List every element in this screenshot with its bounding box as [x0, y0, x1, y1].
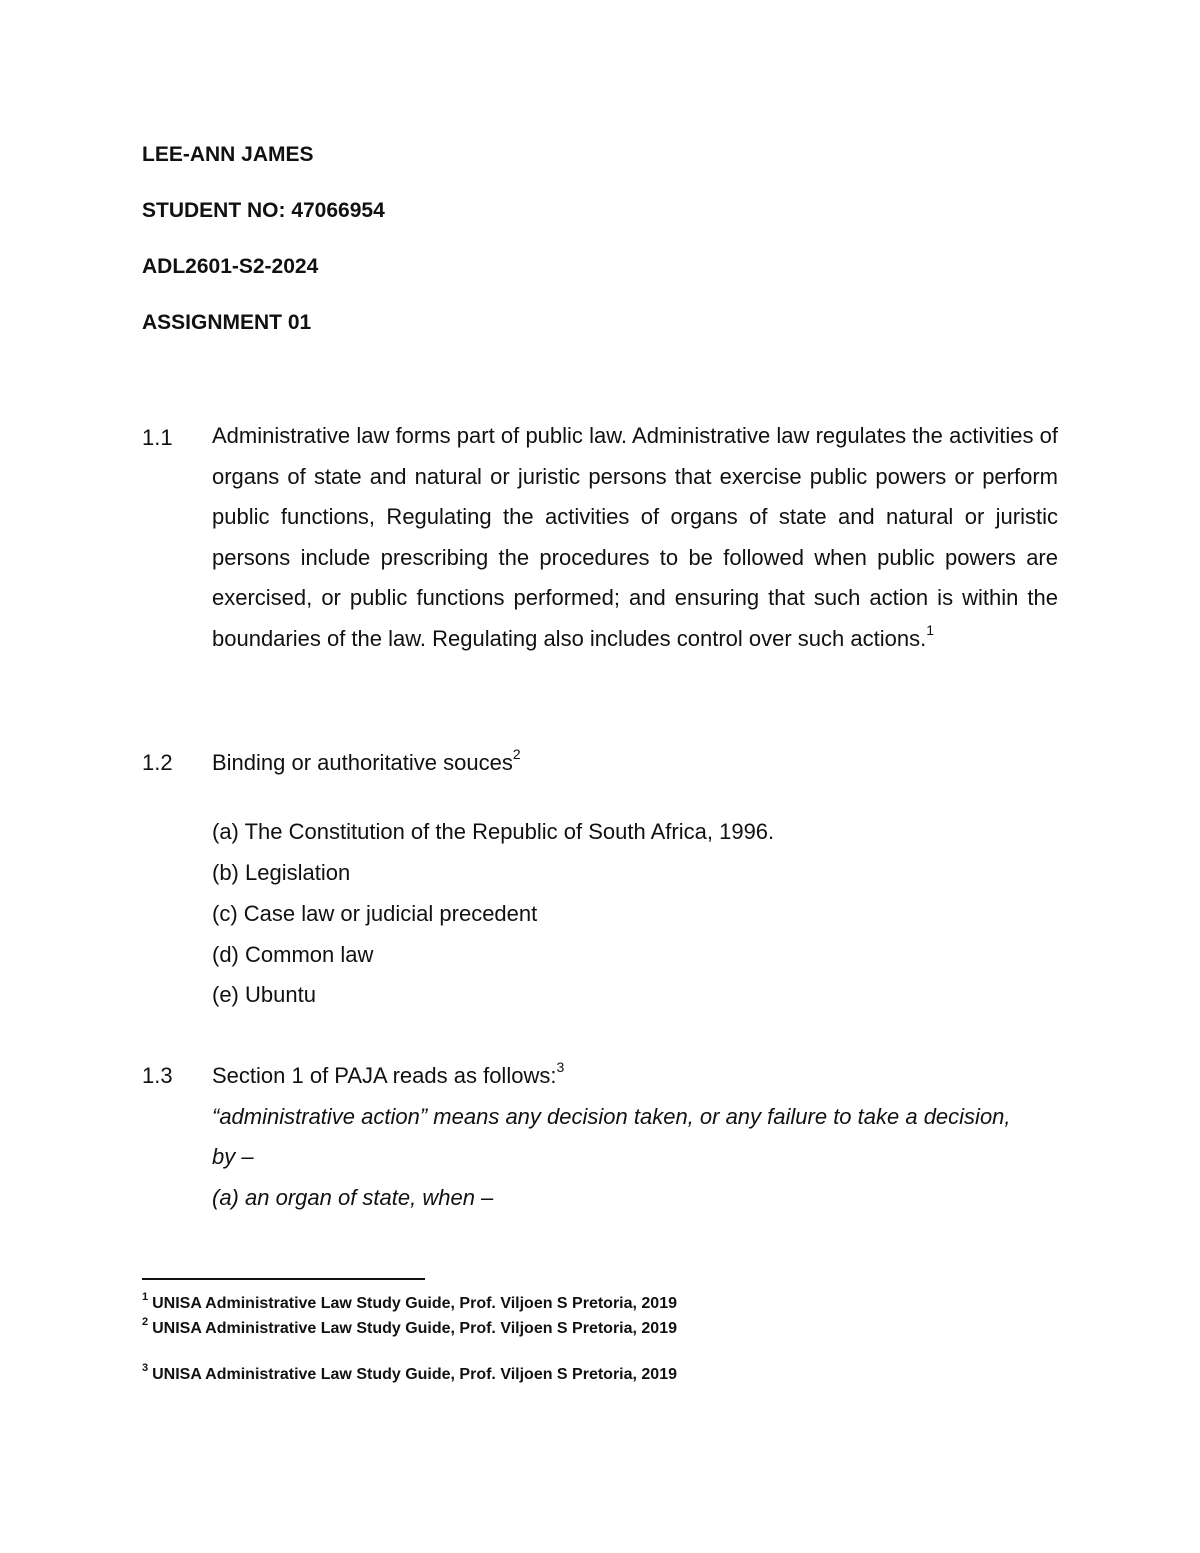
section-1-3-heading	[212, 1058, 565, 1089]
student-number: STUDENT NO: 47066954	[142, 199, 385, 222]
footnote-2	[142, 1315, 677, 1338]
footnote-text: UNISA Administrative Law Study Guide, Prof. Viljoen S Pretoria, 2019	[152, 1366, 677, 1383]
footnote-ref-3: 3	[556, 1058, 565, 1075]
footnote-1	[142, 1290, 677, 1313]
footnote-text: UNISA Administrative Law Study Guide, Prof. Viljoen S Pretoria, 2019	[152, 1295, 677, 1312]
quote-line: “administrative action” means any decision taken, or any failure to take a decision,	[212, 1104, 1011, 1129]
footnote-marker: 1	[142, 1290, 149, 1303]
section-1-1-text: Administrative law forms part of public law. Administrative law regulates the activities of organs of state and natural or juristic persons that exercise public powers or perform public functions, Regulating the activities of organs of state and natural or juristic persons include prescribing the procedures to be followed when public powers are exercised, or public functions performed; and ensuring that such action is within the boundaries of the law. Regulating also includes control over such actions.	[212, 423, 1058, 651]
section-1-3-heading-text: Section 1 of PAJA reads as follows:	[212, 1063, 557, 1088]
list-item: (c) Case law or judicial precedent	[212, 901, 538, 926]
footnote-ref-1: 1	[926, 621, 935, 638]
section-1-1-paragraph	[212, 416, 1058, 660]
list-item: (d) Common law	[212, 942, 374, 967]
section-1-2-heading-text: Binding or authoritative souces	[212, 750, 513, 775]
footnote-marker: 2	[142, 1315, 149, 1328]
quote-line: (a) an organ of state, when –	[212, 1185, 494, 1210]
section-number-1-2: 1.2	[142, 750, 173, 775]
assignment-title: ASSIGNMENT 01	[142, 311, 312, 334]
footnote-marker: 3	[142, 1361, 149, 1374]
list-item: (b) Legislation	[212, 860, 351, 885]
quote-line: by –	[212, 1144, 254, 1169]
list-item: (e) Ubuntu	[212, 982, 316, 1007]
section-1-2-heading	[212, 745, 521, 776]
section-number-1-1: 1.1	[142, 425, 173, 450]
footnote-ref-2: 2	[512, 745, 521, 762]
student-name: LEE-ANN JAMES	[142, 143, 314, 166]
footnote-separator	[142, 1278, 425, 1280]
footnote-text: UNISA Administrative Law Study Guide, Prof. Viljoen S Pretoria, 2019	[152, 1320, 677, 1337]
footnote-3	[142, 1361, 677, 1384]
list-item: (a) The Constitution of the Republic of South Africa, 1996.	[212, 819, 775, 844]
module-code: ADL2601-S2-2024	[142, 255, 319, 278]
section-number-1-3: 1.3	[142, 1063, 173, 1088]
